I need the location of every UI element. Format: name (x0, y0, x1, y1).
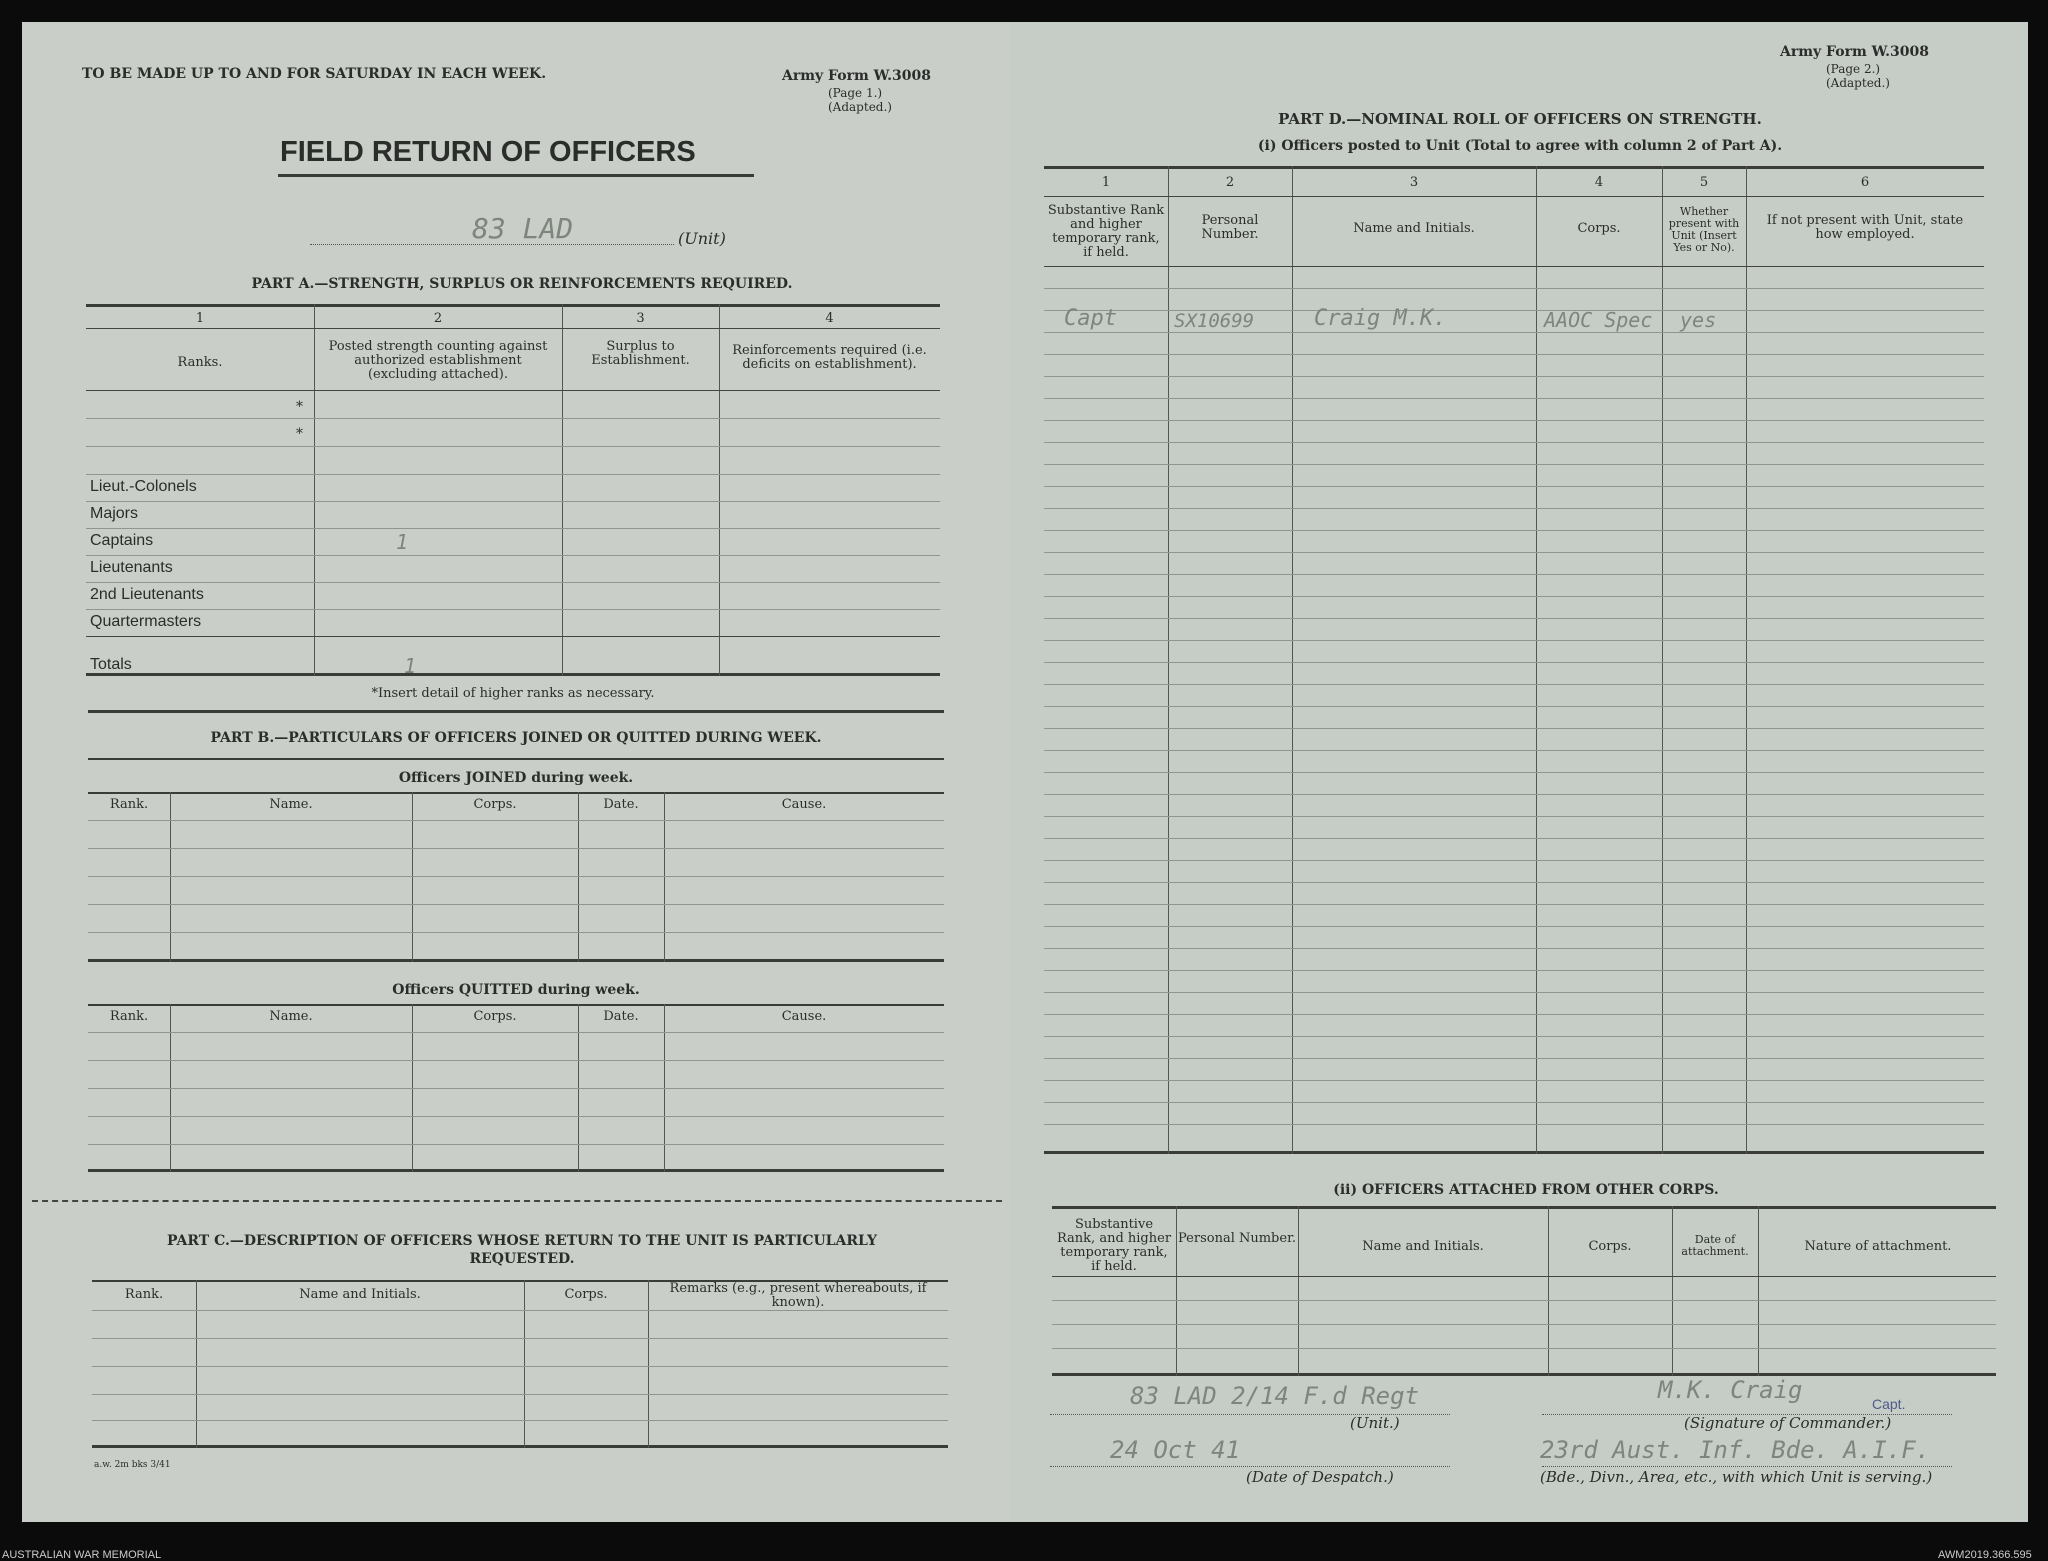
col-personal-number: Personal Number. (1201, 213, 1259, 242)
rank-quartermasters: Quartermasters (90, 613, 202, 630)
form-number-2: Army Form W.3008 (1780, 44, 1930, 60)
form-page-1 (22, 22, 1010, 1522)
col-employment: If not present with Unit, state how employed. (1766, 213, 1964, 242)
col-corps: Corps. (1577, 221, 1621, 236)
part-a-footnote: *Insert detail of higher ranks as necessary. (371, 686, 655, 701)
entry-personal-number: SX10699 (1174, 310, 1255, 332)
print-code: a.w. 2m bks 3/41 (94, 1460, 171, 1470)
date-handwritten: 24 Oct 41 (1110, 1436, 1241, 1464)
quitted-title: Officers QUITTED during week. (392, 982, 640, 998)
entry-present: yes (1680, 308, 1717, 332)
rank-lieut-colonels: Lieut.-Colonels (90, 478, 197, 495)
title-underline (278, 174, 754, 177)
part-a-title: PART A.—STRENGTH, SURPLUS OR REINFORCEMENTS REQUIRED. (251, 276, 793, 292)
attached-table: Substantive Rank, and higher temporary rank, if held. Personal Number. Name and Initials. Corps. Date of attachment. Nature of attachment. (1052, 1206, 1996, 1376)
perforation-line (32, 1200, 1002, 1202)
col-substantive-rank: Substantive Rank and higher temporary rank, if held. (1047, 203, 1165, 260)
form-adapted: (Adapted.) (828, 100, 892, 114)
rank-majors: Majors (90, 505, 139, 522)
entry-corps: AAOC Spec (1544, 308, 1653, 332)
date-label: (Date of Despatch.) (1246, 1468, 1394, 1486)
part-b-title: PART B.—PARTICULARS OF OFFICERS JOINED OR QUITTED DURING WEEK. (210, 730, 822, 746)
joined-table: Rank. Name. Corps. Date. Cause. (88, 792, 944, 962)
col-ranks: Ranks. (177, 355, 223, 370)
unit-label: (Unit) (678, 229, 726, 248)
footer-accession: AWM2019.366.595 (1938, 1549, 2032, 1561)
form-page: (Page 1.) (828, 86, 883, 100)
entry-name: Craig M.K. (1314, 306, 1447, 331)
form-page-2 (1010, 22, 2028, 1522)
part-c-table: Rank. Name and Initials. Corps. Remarks (e.g., present whereabouts, if known). (92, 1280, 948, 1448)
part-d-subtitle: (i) Officers posted to Unit (Total to agree with column 2 of Part A). (1257, 138, 1783, 154)
instruction-text: TO BE MADE UP TO AND FOR SATURDAY IN EACH WEEK. (82, 66, 547, 82)
footer-institution: AUSTRALIAN WAR MEMORIAL (2, 1549, 162, 1561)
joined-title: Officers JOINED during week. (398, 770, 634, 786)
quitted-table: Rank. Name. Corps. Date. Cause. (88, 1004, 944, 1172)
rank-captains: Captains (90, 532, 154, 549)
form-adapted-2: (Adapted.) (1826, 76, 1890, 90)
page-title: FIELD RETURN OF OFFICERS (280, 136, 696, 168)
rank-2nd-lieutenants: 2nd Lieutenants (90, 586, 204, 603)
unit-handwritten: 83 LAD (472, 212, 574, 245)
col-present: Whether present with Unit (Insert Yes or No). (1668, 205, 1740, 254)
attached-title: (ii) OFFICERS ATTACHED FROM OTHER CORPS. (1333, 1182, 1719, 1198)
rank-lieutenants: Lieutenants (90, 559, 173, 576)
part-c-title: PART C.—DESCRIPTION OF OFFICERS WHOSE RETURN TO THE UNIT IS PARTICULARLY REQUESTED. (167, 1233, 877, 1267)
col-reinforcements: Reinforcements required (i.e. deficits on establishment). (732, 343, 927, 372)
part-d-title: PART D.—NOMINAL ROLL OF OFFICERS ON STRENGTH. (1278, 110, 1762, 128)
entry-rank: Capt (1064, 306, 1117, 331)
area-label: (Bde., Divn., Area, etc., with which Unit is serving.) (1540, 1468, 1933, 1486)
col-posted-strength: Posted strength counting against authorized establishment (excluding attached). (328, 339, 548, 382)
nominal-roll-table: 1 2 3 4 5 6 Substantive Rank and higher temporary rank, if held. Personal Number. Name and Initials. Corps. Whether present with Unit (Insert Yes or No). If not present with Unit, state how employed. Capt SX10699 Craig M.K. AAOC Spec yes (1044, 166, 1984, 1154)
totals-value: 1 (404, 654, 417, 678)
area-handwritten: 23rd Aust. Inf. Bde. A.I.F. (1540, 1436, 1931, 1464)
captains-value: 1 (396, 530, 409, 554)
signature-label: (Signature of Commander.) (1684, 1414, 1892, 1432)
unit-label-2: (Unit.) (1350, 1414, 1400, 1432)
col-surplus: Surplus to Establishment. (591, 339, 690, 368)
col-name-initials: Name and Initials. (1353, 221, 1475, 236)
unit-handwritten-2: 83 LAD 2/14 F.d Regt (1130, 1382, 1419, 1410)
rank-totals: Totals (90, 656, 132, 673)
form-number: Army Form W.3008 (782, 68, 932, 84)
signature-handwritten: M.K. Craig (1658, 1376, 1803, 1404)
form-page-2: (Page 2.) (1826, 62, 1881, 76)
rank-stamp: Capt. (1872, 1396, 1906, 1412)
part-a-table: 1 2 3 4 Ranks. Posted strength counting against authorized establishment (excluding attached). Surplus to Establishment. Reinforcements required (i.e. deficits on establishment). * * Lieut.-Colonels Majors Captains Lieutenants 2nd Lieutenants Quartermasters Totals 1 1 (86, 304, 940, 676)
